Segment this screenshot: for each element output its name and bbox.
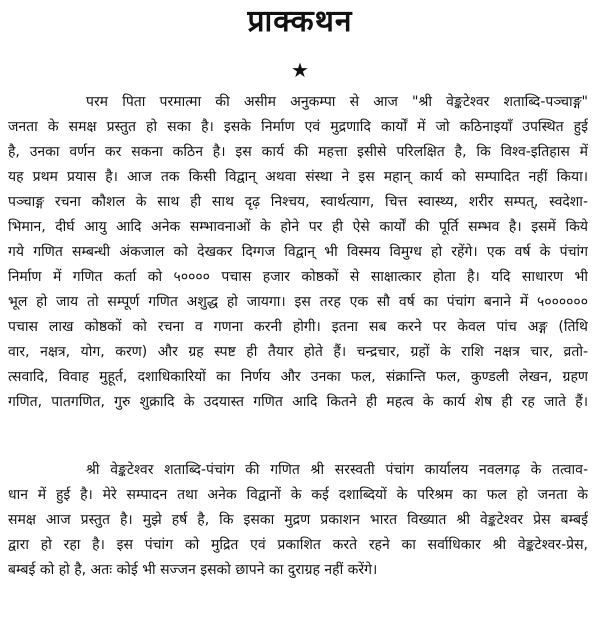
paragraph-1 xyxy=(8,90,588,415)
paragraph-line: गणित, पातगणित, गुरु शुक्रादि के उदयास्त गणित आदि कितने ही महत्व के कार्य शेष ही रह जाते हैं। xyxy=(8,394,588,410)
paragraph-line: धान में हुई है। मेरे सम्पादन तथा अनेक विद्वानों के कई दशाब्दियों के परिश्रम का फल हो जनता के xyxy=(8,487,588,503)
paragraph-line: बम्बई को हो है, अतः कोई भी सज्जन इसको छापने का दुराग्रह नहीं करेंगे। xyxy=(8,562,378,578)
paragraph-line: भिमान, दीर्घ आयु आदि अनेक सम्भावनाओं के होने पर ही ऐसे कार्यों की पूर्ति सम्भव है। इसमें किये xyxy=(8,219,588,235)
paragraph-line: भूल हो जाय तो सम्पूर्ण गणित अशुद्ध हो जायगा। इस तरह एक सौ वर्ष का पंचांग बनाने में ५०००००० xyxy=(8,294,588,310)
paragraph-line: है, उनका वर्णन कर सकना कठिन है। इस कार्य की महत्ता इसीसे परिलक्षित है, कि विश्व-इतिहास में xyxy=(8,144,588,160)
paragraph-line: त्सवादि, विवाह मुहूर्त, दशाधिकारियों का निर्णय और उनका फल, संक्रान्ति फल, कुण्डली लेखन, ग्रहण xyxy=(8,369,588,385)
paragraph-line: जनता के समक्ष प्रस्तुत हो सका है। इसके निर्माण एवं मुद्रणादि कार्यों में जो कठिनाइयाँ उपस्थित हुई xyxy=(8,119,588,135)
page-title: प्राक्कथन xyxy=(247,4,353,39)
paragraph-line: पचास लाख कोष्ठकों को रचना व गणना करनी होगी। इतना सब करने पर केवल पांच अङ्ग (तिथि xyxy=(8,319,588,335)
paragraph-line: श्री वेङ्कटेश्वर शताब्दि-पंचांग की गणित श्री सरस्वती पंचांग कार्यालय नवलगढ़ के तत्वाव- xyxy=(86,462,588,478)
paragraph-line: द्वारा हो रहा है। इस पंचांग को मुद्रित एवं प्रकाशित करते रहने का सर्वाधिकार श्री वेङ्कटेश्वर-प्रेस, xyxy=(8,537,588,553)
paragraph-line: वार, नक्षत्र, योग, करण) और ग्रह स्पष्ट ही तैयार होते हैं। चन्द्रचार, ग्रहों के राशि नक्षत्र चार, व्रतो- xyxy=(8,344,588,360)
paragraph-line: पञ्चाङ्ग रचना कौशल के साथ ही साथ दृढ़ निश्चय, स्वार्थत्याग, चित्त स्वास्थ्य, शरीर सम्पत्, स्वदेशा- xyxy=(8,194,588,210)
paragraph-line: परम पिता परमात्मा की असीम अनुकम्पा से आज "श्री वेङ्कटेश्वर शताब्दि-पञ्चाङ्ग" xyxy=(86,94,588,110)
paragraph-line: निर्माण में गणित कर्ता को ५०००० पचास हजार कोष्ठकों से साक्षात्कार होता है। यदि साधारण भी xyxy=(8,269,588,285)
star-ornament-icon: ★ xyxy=(291,58,309,82)
paragraph-line: समक्ष आज प्रस्तुत है। मुझे हर्ष है, कि इसका मुद्रण प्रकाशन भारत विख्यात श्री वेङ्कटेश्वर प्रेस बम्बई xyxy=(8,512,588,528)
paragraph-line: यह प्रथम प्रयास है। आज तक किसी विद्वान् अथवा संस्था ने इस महान् कार्य को सम्पादित नहीं किया। xyxy=(8,169,588,185)
paragraph-line: गये गणित सम्बन्धी अंकजाल को देखकर दिग्गज विद्वान् भी विस्मय विमुग्ध हो रहेंगे। एक वर्ष के पंचांग xyxy=(8,244,588,260)
paragraph-2 xyxy=(8,458,588,583)
